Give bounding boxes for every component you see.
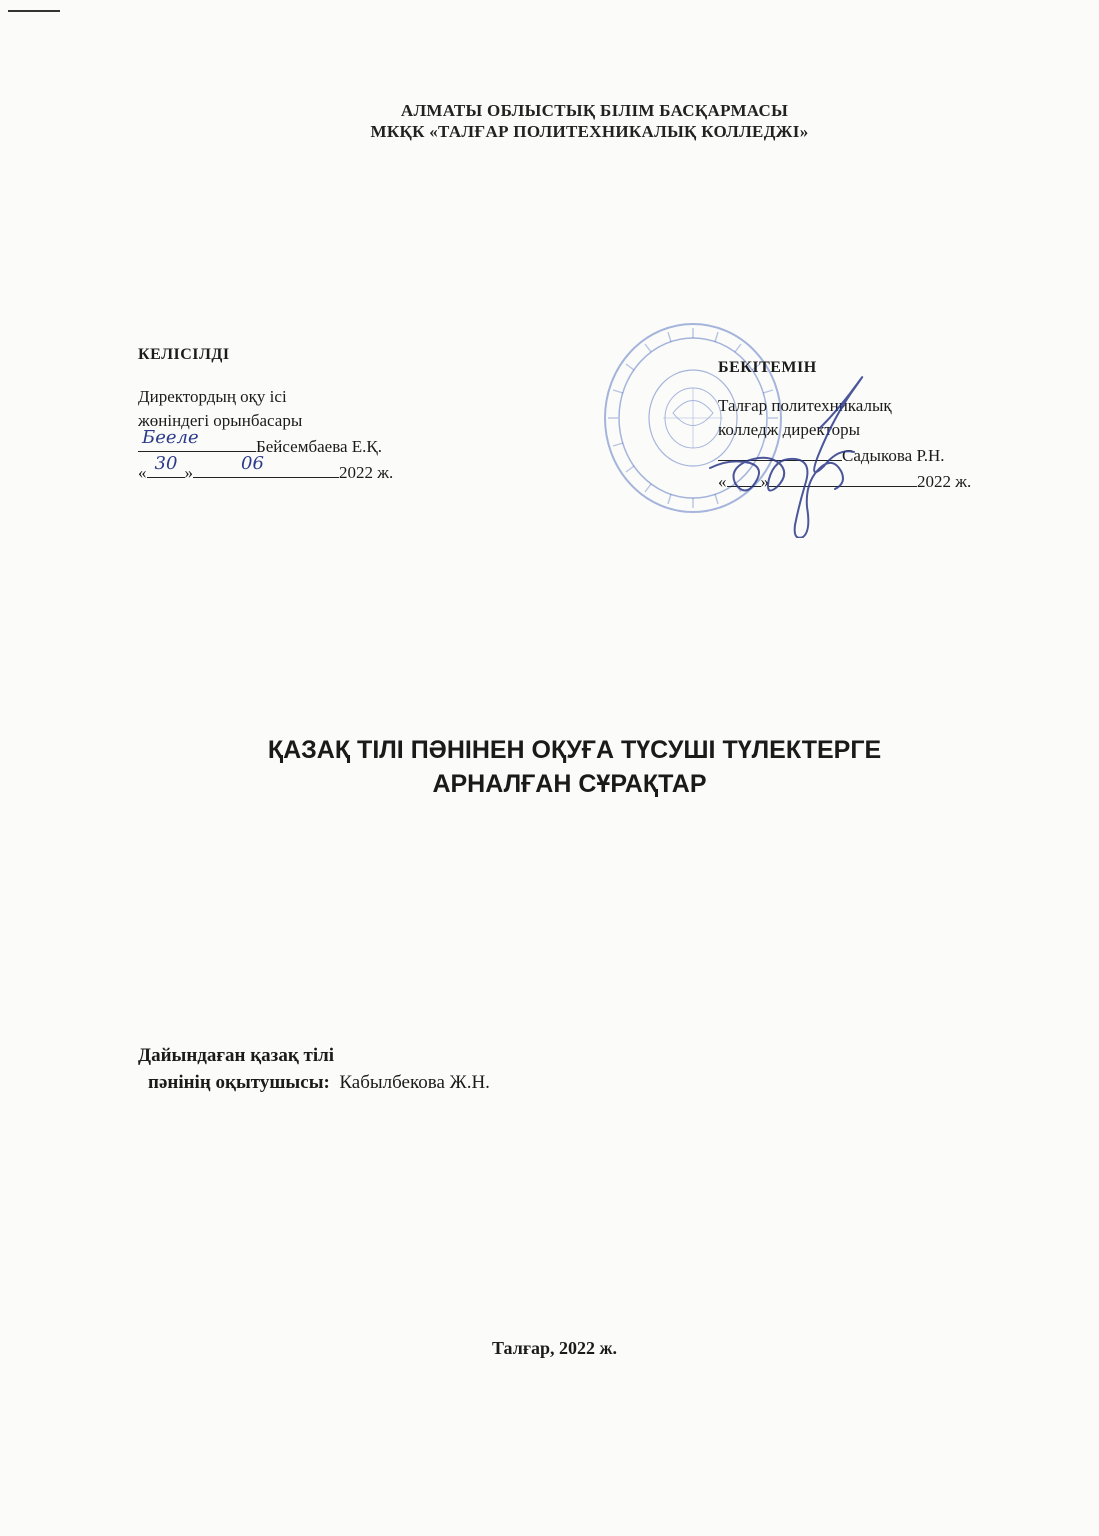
title-line-2: АРНАЛҒАН СҰРАҚТАР (432, 770, 707, 798)
document-header (0, 100, 1099, 142)
quote-open: « (138, 463, 147, 482)
prepared-teacher-name: Кабылбекова Ж.Н. (339, 1072, 490, 1093)
handwritten-signature: Бееле (142, 427, 199, 448)
document-title (0, 733, 1099, 801)
handwritten-month: 06 (241, 453, 264, 474)
header-line-1: АЛМАТЫ ОБЛЫСТЫҚ БІЛІМ БАСҚАРМАСЫ (400, 101, 789, 120)
signature-blank (138, 427, 256, 452)
agreed-year: 2022 ж. (339, 463, 394, 482)
prepared-label: пәнінің оқытушысы: (148, 1072, 330, 1093)
agreed-name: Бейсембаева Е.Қ. (256, 437, 383, 456)
approved-heading: БЕКІТЕМІН (718, 359, 817, 376)
approved-role-line-1: Талғар политехникалық (718, 396, 892, 415)
approved-role-line-2: колледж директоры (718, 420, 861, 439)
director-signature (700, 368, 900, 538)
agreed-date-line (138, 453, 518, 485)
title-line-1: ҚАЗАҚ ТІЛІ ПӘНІНЕН ОҚУҒА ТҮСУШІ ТҮЛЕКТЕРГЕ (267, 736, 882, 764)
handwritten-day: 30 (154, 453, 178, 474)
agreed-role-line-1: Директордың оқу ісі (138, 387, 287, 406)
agreed-block (138, 343, 518, 485)
day-blank (147, 453, 185, 478)
approved-name: Садыкова Р.Н. (842, 446, 945, 465)
quote-close: » (184, 463, 193, 482)
agreed-signature-line (138, 427, 518, 459)
quote-open: « (718, 472, 727, 491)
prepared-by-block (138, 1042, 490, 1096)
approved-year: 2022 ж. (917, 472, 972, 491)
agreed-role-line-2: жөніндегі орынбасары (138, 411, 303, 430)
quote-close: » (760, 472, 769, 491)
top-rule (8, 10, 60, 12)
place-and-year: Талғар, 2022 ж. (492, 1338, 618, 1358)
agreed-heading: КЕЛІСІЛДІ (138, 346, 230, 363)
prepared-line-1: Дайындаған қазақ тілі (138, 1045, 335, 1066)
month-blank (193, 453, 339, 478)
header-line-2: МКҚК «ТАЛҒАР ПОЛИТЕХНИКАЛЫҚ КОЛЛЕДЖІ» (370, 122, 809, 141)
